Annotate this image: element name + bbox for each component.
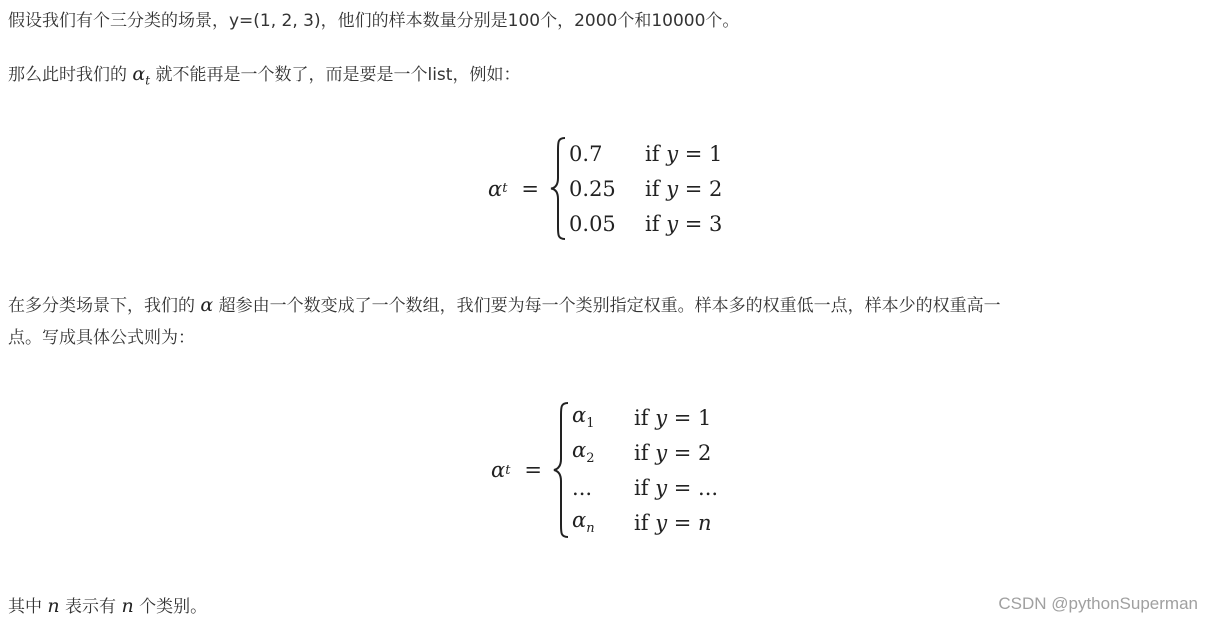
alpha-subscript: n: [586, 521, 595, 537]
case-value: [572, 438, 634, 466]
cases-list: [569, 136, 722, 241]
case-value: [572, 476, 634, 500]
alpha-subscript: t: [145, 73, 151, 88]
y-variable: y: [655, 510, 668, 535]
text-segment: 超参由一个数变成了一个数组，我们要为每一个类别指定权重。样本多的权重低一点，样本少的权重高一: [213, 296, 1001, 316]
n-variable: n: [121, 595, 134, 617]
multiclass-paragraph-line2: 点。写成具体公式则为：: [8, 328, 195, 348]
if-keyword: if: [645, 176, 667, 201]
left-brace-icon: [549, 136, 567, 241]
n-variable: n: [47, 595, 60, 617]
intro-paragraph: 假设我们有个三分类的场景，y=(1, 2, 3)，他们的样本数量分别是100个，2000个和10000个。: [8, 11, 740, 31]
y-variable: y: [655, 440, 668, 465]
case-value: 0.05: [569, 211, 616, 236]
alpha-symbol: α: [572, 403, 587, 428]
if-keyword: if: [645, 211, 667, 236]
case-condition: [645, 177, 722, 201]
case-condition: [634, 476, 718, 500]
condition-rest: =: [667, 510, 699, 535]
csdn-watermark: CSDN @pythonSuperman: [998, 594, 1198, 613]
alpha-symbol: α: [200, 294, 214, 316]
multiclass-paragraph-line1: [8, 289, 1001, 322]
if-keyword: if: [634, 440, 656, 465]
n-variable: n: [698, 510, 712, 535]
case-value: 0.7: [569, 141, 603, 166]
y-variable: y: [655, 475, 668, 500]
case-condition: [645, 142, 722, 166]
alpha-symbol: α: [572, 508, 587, 533]
y-variable: y: [666, 176, 679, 201]
equals-sign: =: [521, 176, 540, 201]
condition-rest: = ...: [667, 475, 719, 500]
y-variable: y: [666, 211, 679, 236]
alpha-symbol: α: [572, 438, 587, 463]
case-row: [572, 400, 718, 435]
formula-lhs: [491, 458, 542, 482]
class-count-paragraph: [8, 590, 207, 623]
if-keyword: if: [634, 475, 656, 500]
case-value: 0.25: [569, 176, 616, 201]
condition-rest: = 2: [678, 176, 723, 201]
condition-rest: = 1: [667, 405, 712, 430]
equals-sign: =: [524, 458, 543, 482]
y-variable: y: [666, 141, 679, 166]
lhs-subscript: t: [502, 181, 508, 196]
text-segment: 就不能再是一个数了，而是要是一个list，例如：: [150, 65, 521, 85]
alpha-general-formula: [491, 400, 718, 540]
alpha-symbol: α: [132, 63, 146, 85]
if-keyword: if: [634, 405, 656, 430]
case-condition: [634, 511, 712, 535]
case-row: [569, 206, 722, 241]
alpha-values-formula: [488, 136, 722, 241]
alpha-subscript: 2: [586, 451, 595, 467]
if-keyword: if: [645, 141, 667, 166]
text-segment: 其中: [8, 597, 48, 617]
case-condition: [634, 406, 711, 430]
case-condition: [634, 441, 711, 465]
cases-list: [572, 400, 718, 540]
case-condition: [645, 212, 722, 236]
case-row: [572, 435, 718, 470]
text-segment: 那么此时我们的: [8, 65, 133, 85]
condition-rest: = 1: [678, 141, 723, 166]
case-row: [572, 505, 718, 540]
if-keyword: if: [634, 510, 656, 535]
case-value: [572, 508, 634, 536]
lhs-symbol: α: [491, 458, 506, 482]
formula-lhs: [488, 177, 539, 201]
case-row: [569, 171, 722, 206]
text-segment: 表示有: [59, 597, 122, 617]
condition-rest: = 2: [667, 440, 712, 465]
case-value: [572, 403, 634, 431]
ellipsis: ...: [572, 475, 593, 500]
condition-rest: = 3: [678, 211, 723, 236]
lhs-subscript: t: [505, 462, 511, 478]
list-intro-paragraph: [8, 58, 520, 96]
y-variable: y: [655, 405, 668, 430]
alpha-subscript: 1: [586, 416, 595, 432]
case-row: [572, 470, 718, 505]
text-segment: 个类别。: [133, 597, 208, 617]
text-segment: 在多分类场景下，我们的: [8, 296, 201, 316]
left-brace-icon: [552, 401, 570, 539]
case-row: [569, 136, 722, 171]
lhs-symbol: α: [488, 176, 503, 201]
